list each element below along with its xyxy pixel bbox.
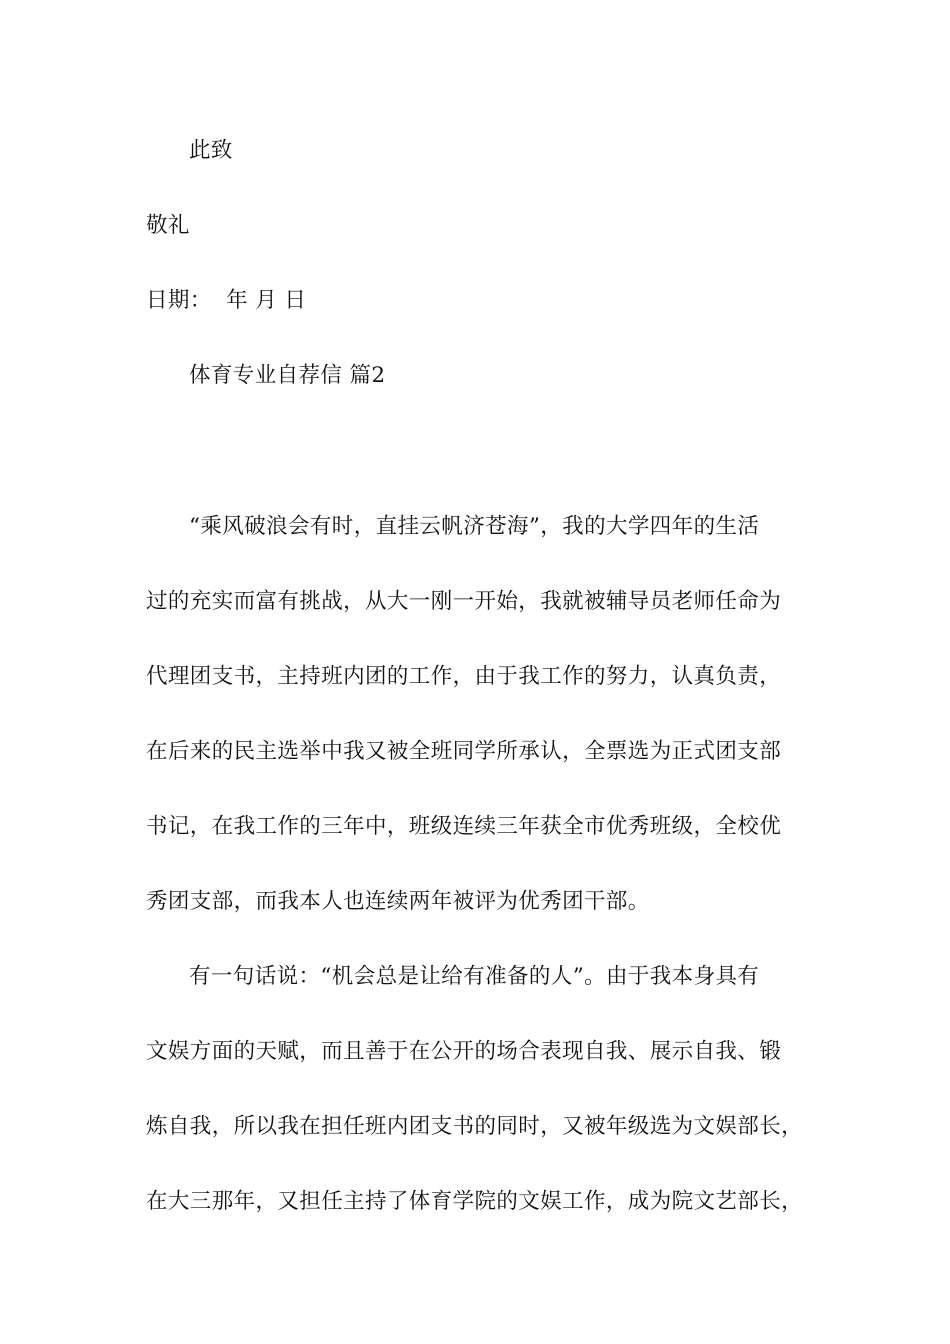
date-line: 日期： 年 月 日 — [146, 288, 307, 313]
paragraph-line: 在大三那年，又担任主持了体育学院的文娱工作，成为院文艺部长， — [146, 1189, 804, 1214]
paragraph-line: 书记，在我工作的三年中，班级连续三年获全市优秀班级，全校优 — [146, 814, 782, 839]
closing-regards: 敬礼 — [146, 213, 190, 238]
paragraph-line: 文娱方面的天赋，而且善于在公开的场合表现自我、展示自我、锻 — [146, 1039, 782, 1064]
paragraph-line: 过的充实而富有挑战，从大一刚一开始，我就被辅导员老师任命为 — [146, 589, 782, 614]
paragraph-line: 秀团支部，而我本人也连续两年被评为优秀团干部。 — [146, 889, 650, 914]
closing-salutation: 此致 — [189, 138, 233, 163]
paragraph-line: 代理团支书，主持班内团的工作，由于我工作的努力，认真负责， — [146, 664, 782, 689]
paragraph-line: 在后来的民主选举中我又被全班同学所承认，全票选为正式团支部 — [146, 739, 782, 764]
paragraph-line: “乘风破浪会有时，直挂云帆济苍海”，我的大学四年的生活 — [189, 514, 760, 539]
section-title: 体育专业自荐信 篇2 — [189, 363, 386, 388]
paragraph-line: 有一句话说：“机会总是让给有准备的人”。由于我本身具有 — [189, 964, 760, 989]
paragraph-line: 炼自我，所以我在担任班内团支书的同时，又被年级选为文娱部长， — [146, 1114, 804, 1139]
